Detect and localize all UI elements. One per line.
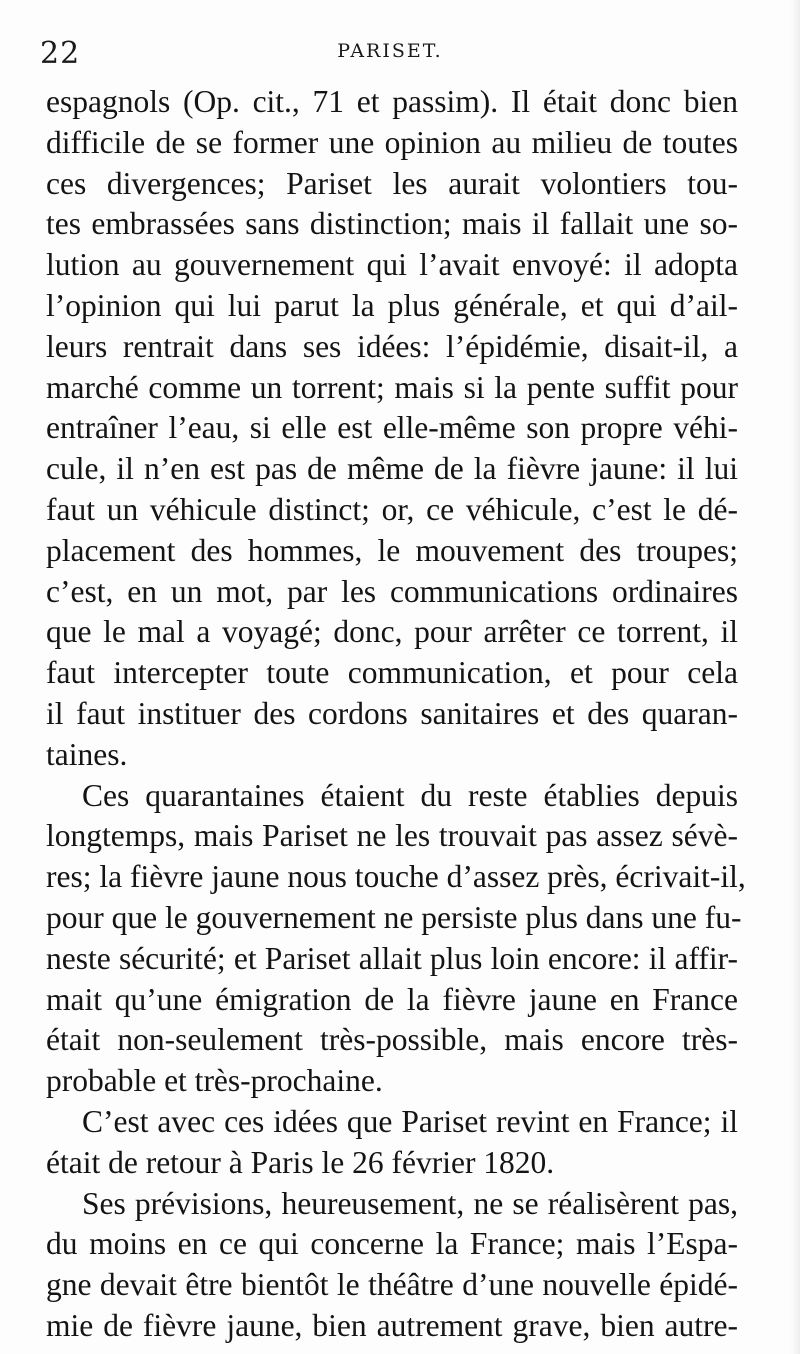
text-line: c’est, en un mot, par les communications ordinaires bbox=[46, 573, 738, 609]
text-line: était non-seulement très-possible, mais encore très- bbox=[46, 1022, 738, 1058]
text-line: du moins en ce qui concerne la France; mais l’Espa- bbox=[46, 1226, 738, 1262]
text-line: leurs rentrait dans ses idées: l’épidémie, disait-il, a bbox=[46, 328, 738, 364]
text-line: Ces quarantaines étaient du reste établies depuis bbox=[82, 777, 738, 813]
text-line: mait qu’une émigration de la fièvre jaune en France bbox=[46, 981, 738, 1017]
text-line: probable et très-prochaine. bbox=[46, 1063, 383, 1099]
text-line: longtemps, mais Pariset ne les trouvait pas assez sévè- bbox=[46, 818, 738, 854]
page-number: 22 bbox=[40, 36, 81, 71]
text-line: faut un véhicule distinct; or, ce véhicule, c’est le dé- bbox=[46, 491, 738, 527]
text-line: placement des hommes, le mouvement des troupes; bbox=[46, 532, 738, 568]
text-line: était de retour à Paris le 26 février 1820. bbox=[46, 1144, 555, 1180]
text-line: gne devait être bientôt le théâtre d’une nouvelle épidé- bbox=[46, 1267, 738, 1303]
text-line: ces divergences; Pariset les aurait volontiers tou- bbox=[46, 165, 738, 201]
body-text bbox=[46, 82, 746, 1347]
text-line: marché comme un torrent; mais si la pente suffit pour bbox=[46, 369, 738, 405]
text-line: que le mal a voyagé; donc, pour arrêter ce torrent, il bbox=[46, 614, 738, 650]
text-line: lution au gouvernement qui l’avait envoyé: il adopta bbox=[46, 247, 738, 283]
text-line: res; la fièvre jaune nous touche d’assez près, écrivait-il, bbox=[46, 859, 746, 895]
text-line: C’est avec ces idées que Pariset revint en France; il bbox=[82, 1103, 738, 1139]
text-line: neste sécurité; et Pariset allait plus loin encore: il affir- bbox=[46, 940, 738, 976]
text-line: Ses prévisions, heureusement, ne se réalisèrent pas, bbox=[82, 1185, 738, 1221]
page-header bbox=[40, 30, 740, 74]
text-line: cule, il n’en est pas de même de la fièvre jaune: il lui bbox=[46, 451, 738, 487]
text-line: taines. bbox=[46, 736, 128, 772]
text-line: entraîner l’eau, si elle est elle-même son propre véhi- bbox=[46, 410, 738, 446]
text-line: mie de fièvre jaune, bien autrement grave, bien autre- bbox=[46, 1307, 738, 1343]
text-line: tes embrassées sans distinction; mais il fallait une so- bbox=[46, 206, 738, 242]
text-line: il faut instituer des cordons sanitaires et des quaran- bbox=[46, 695, 738, 731]
text-line: espagnols (Op. cit., 71 et passim). Il était donc bien bbox=[46, 84, 738, 119]
running-head: PARISET. bbox=[337, 40, 443, 62]
text-line: faut intercepter toute communication, et pour cela bbox=[46, 655, 738, 691]
text-line: difficile de se former une opinion au milieu de toutes bbox=[46, 124, 738, 160]
text-line: pour que le gouvernement ne persiste plus dans une fu- bbox=[46, 899, 742, 935]
text-line: l’opinion qui lui parut la plus générale, et qui d’ail- bbox=[46, 287, 738, 323]
page-edge-shadow bbox=[790, 0, 800, 1354]
